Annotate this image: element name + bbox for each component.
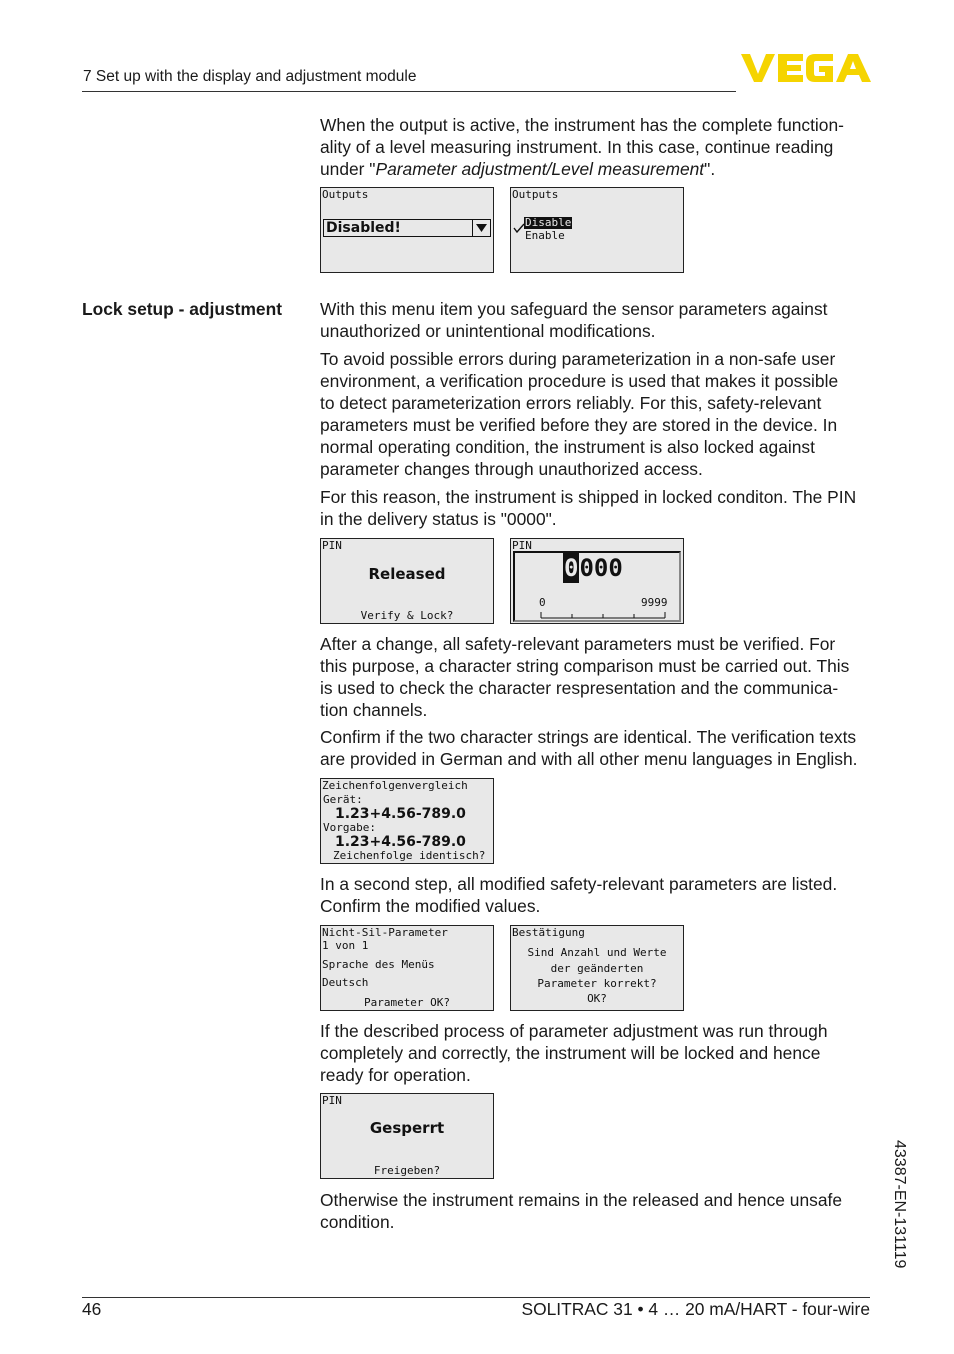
verify-lock-action[interactable]: Verify & Lock? xyxy=(360,609,454,622)
pin-status: Gesperrt xyxy=(369,1119,445,1137)
pin-input-frame[interactable] xyxy=(513,551,681,622)
section-header: 7 Set up with the display and adjustment module xyxy=(83,68,417,85)
screen-title: Outputs xyxy=(512,188,559,201)
identical-question[interactable]: Zeichenfolge identisch? xyxy=(333,849,486,862)
scale-max-label: 9999 xyxy=(641,596,668,609)
step2-paragraph: In a second step, all modified safety-relevant parameters are listed. Confirm the modified values. xyxy=(320,874,838,916)
footer-divider xyxy=(82,1297,870,1298)
release-action[interactable]: Freigeben? xyxy=(373,1164,441,1177)
pin-scale xyxy=(515,608,679,622)
screen-title: Outputs xyxy=(322,188,369,201)
product-name: SOLITRAC 31 • 4 … 20 mA/HART - four-wire xyxy=(521,1299,870,1319)
verify-paragraph-2: Confirm if the two character strings are identical. The verification texts are provided in German and with all other menu languages in English. xyxy=(320,727,858,769)
lock-paragraph-3: For this reason, the instrument is shipped in locked conditon. The PIN in the delivery status is "0000". xyxy=(320,487,857,529)
header-divider xyxy=(82,91,736,92)
parameter-counter: 1 von 1 xyxy=(322,939,369,952)
pin-value[interactable]: 0000 xyxy=(564,554,623,582)
parameter-ok-action[interactable]: Parameter OK? xyxy=(363,996,451,1009)
screen-title: PIN xyxy=(322,539,342,552)
screen-title: PIN xyxy=(512,539,532,552)
string-compare-screen xyxy=(320,778,494,864)
outputs-select[interactable]: Disabled! xyxy=(323,219,491,237)
document-number: 43387-EN-131119 xyxy=(891,1140,908,1269)
parameter-value: Deutsch xyxy=(322,976,369,989)
default-value: 1.23+4.56-789.0 xyxy=(335,834,466,850)
verify-paragraph-1: After a change, all safety-relevant parameters must be verified. For this purpose, a character string comparison must be carried out. This is used to check the character respresentation and the communica- tion channels. xyxy=(320,634,850,720)
lock-paragraph-2: To avoid possible errors during parameterization in a non-safe user environment, a verification procedure is used that makes it possible to detect parameterization errors reliably. For this, safety-relevant parameters must be verified before they are stored in the device. In normal operating condition, the instrument is also locked against parameter changes through unauthorized access. xyxy=(320,349,839,479)
vega-logo xyxy=(741,52,873,89)
screen-title: PIN xyxy=(322,1094,342,1107)
non-sil-parameter-screen xyxy=(320,925,494,1011)
pin-locked-screen xyxy=(320,1093,494,1179)
outputs-options-screen xyxy=(510,187,684,273)
pin-released-screen xyxy=(320,538,494,624)
device-value: 1.23+4.56-789.0 xyxy=(335,806,466,822)
final-paragraph-2: Otherwise the instrument remains in the released and hence unsafe condition. xyxy=(320,1190,843,1232)
screen-title: Nicht-Sil-Parameter xyxy=(322,926,448,939)
lock-paragraph-1: With this menu item you safeguard the sensor parameters against unauthorized or unintentional modifications. xyxy=(320,299,828,341)
option-enable[interactable]: Enable xyxy=(525,229,565,242)
default-label: Vorgabe: xyxy=(323,821,376,834)
page-number: 46 xyxy=(82,1299,102,1319)
final-paragraph-1: If the described process of parameter adjustment was run through completely and correctly, the instrument will be locked and hence ready for operation. xyxy=(320,1021,828,1085)
pin-entry-screen xyxy=(510,538,684,624)
lock-setup-heading: Lock setup - adjustment xyxy=(82,299,283,319)
pin-status: Released xyxy=(368,565,446,583)
screen-title: Bestätigung xyxy=(512,926,585,939)
confirm-ok-action[interactable]: OK? xyxy=(587,992,607,1005)
intro-paragraph: When the output is active, the instrument has the complete function- ality of a level measuring instrument. In this case, continue reading under "Parameter adjustment/Level measurement". xyxy=(320,115,844,179)
triangle-down-icon xyxy=(472,220,490,236)
outputs-dropdown-screen xyxy=(320,187,494,273)
device-label: Gerät: xyxy=(323,793,363,806)
screen-title: Zeichenfolgenvergleich xyxy=(322,779,468,792)
confirmation-screen: Bestätigung Sind Anzahl und Werte der geänderten Parameter korrekt? OK? xyxy=(510,925,684,1011)
parameter-name: Sprache des Menüs xyxy=(322,958,435,971)
scale-min-label: 0 xyxy=(539,596,546,609)
option-disable[interactable]: Disable xyxy=(525,216,572,229)
